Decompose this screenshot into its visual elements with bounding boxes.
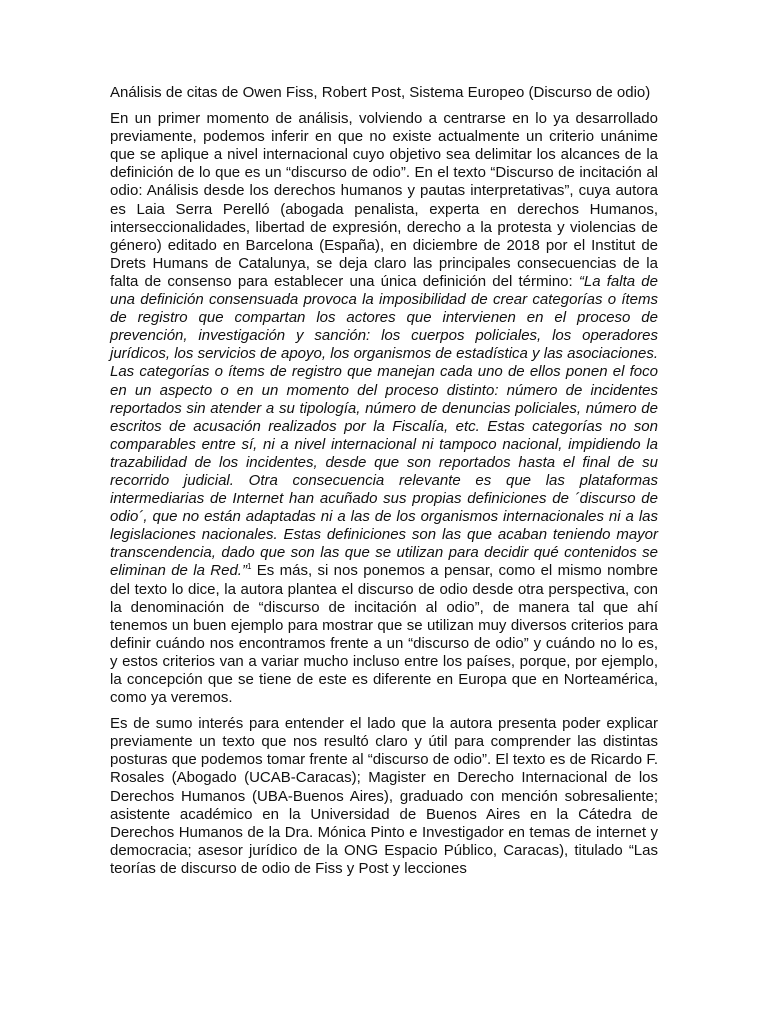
- document-page: [110, 84, 658, 886]
- document-title: Análisis de citas de Owen Fiss, Robert Post, Sistema Europeo (Discurso de odio): [110, 84, 651, 101]
- paragraph-2: Es de sumo interés para entender el lado que la autora presenta poder explicar previamente un texto que nos resultó claro y útil para comprender las distintas posturas que podemos tomar frente al “discurso de odio”. El texto es de Ricardo F. Rosales (Abogado (UCAB-Caracas); Magister en Derecho Internacional de los Derechos Humanos (UBA-Buenos Aires), graduado con mención sobresaliente; asistente académico en la Universidad de Buenos Aires en la Cátedra de Derechos Humanos de la Dra. Mónica Pinto e Investigador en temas de internet y democracia; asesor jurídico de la ONG Espacio Público, Caracas), titulado “Las teorías de discurso de odio de Fiss y Post y lecciones: [110, 715, 658, 877]
- paragraph-1-rest: Es más, si nos ponemos a pensar, como el mismo nombre del texto lo dice, la autora plantea el discurso de odio desde otra perspectiva, con la denominación de “discurso de incitación al odio”, de manera tal que ahí tenemos un buen ejemplo para mostrar que se utilizan muy diversos criterios para definir cuándo nos encontramos frente a un “discurso de odio” y cuándo no lo es, y estos criterios van a variar mucho incluso entre los países, porque, por ejemplo, la concepción que se tiene de este es diferente en Europa que en Norteamérica, como ya veremos.: [110, 562, 658, 707]
- footnote-marker: 1: [246, 562, 252, 572]
- paragraph-1-intro: En un primer momento de análisis, volviendo a centrarse en lo ya desarrollado previamente, podemos inferir en que no existe actualmente un criterio unánime que se aplique a nivel internacional cuyo objetivo sea delimitar los alcances de la definición de lo que es un “discurso de odio”. En el texto “Discurso de incitación al odio: Análisis desde los derechos humanos y pautas interpretativas”, cuya autora es Laia Serra Perelló (abogada penalista, experta en derechos Humanos, interseccionalidades, libertad de expresión, derecho a la protesta y violencias de género) editado en Barcelona (España), en diciembre de 2018 por el Institut de Drets Humans de Catalunya, se deja claro las principales consecuencias de la falta de consenso para establecer una única definición del término:: [110, 110, 658, 290]
- paragraph-1: [110, 110, 658, 707]
- block-quote-serra-perello: “La falta de una definición consensuada provoca la imposibilidad de crear categorías o ítems de registro que compartan los actores que intervienen en el proceso de prevención, investigación y sanción: los cuerpos policiales, los operadores jurídicos, los servicios de apoyo, los organismos de estadística y las asociaciones. Las categorías o ítems de registro que manejan cada uno de ellos ponen el foco en un aspecto o en un momento del proceso distinto: número de incidentes reportados sin atender a su tipología, número de denuncias policiales, número de escritos de acusación realizados por la Fiscalía, etc. Estas categorías no son comparables entre sí, ni a nivel internacional ni tampoco nacional, impidiendo la trazabilidad de los incidentes, desde que son reportados hasta el final de su recorrido judicial. Otra consecuencia relevante es que las plataformas intermediarias de Internet han acuñado sus propias definiciones de ´discurso de odio´, que no están adaptadas ni a las de los organismos internacionales ni a las legislaciones nacionales. Estas definiciones son las que acaban teniendo mayor transcendencia, dado que son las que se utilizan para decidir qué contenidos se eliminan de la Red.”: [110, 272, 658, 580]
